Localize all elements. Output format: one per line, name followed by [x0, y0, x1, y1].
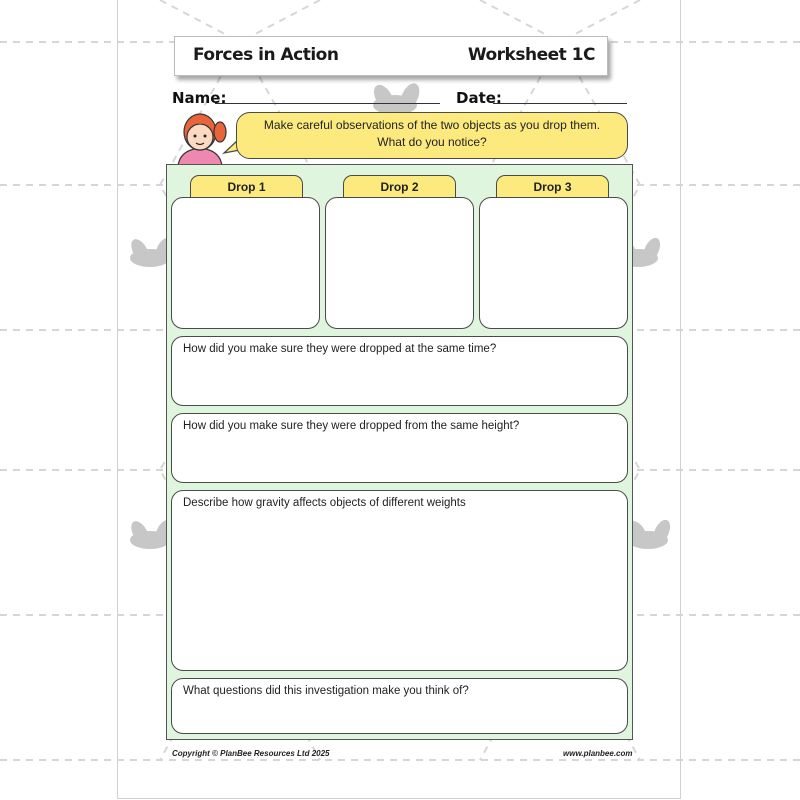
name-label: Name: — [172, 89, 227, 107]
title-bar — [174, 36, 608, 76]
page-title: Forces in Action — [193, 45, 339, 65]
drop-3-box[interactable] — [479, 197, 628, 329]
website-link[interactable]: www.planbee.com — [563, 749, 633, 758]
question-text: How did you make sure they were dropped at the same time? — [183, 343, 497, 355]
worksheet-number: Worksheet 1C — [467, 45, 595, 65]
name-field[interactable] — [215, 103, 440, 104]
question-text: What questions did this investigation make you think of? — [183, 685, 469, 697]
drop-2-box[interactable] — [325, 197, 474, 329]
drop-1-box[interactable] — [171, 197, 320, 329]
drop-3-tab: Drop 3 — [496, 175, 609, 199]
question-further[interactable] — [171, 678, 628, 734]
question-text: Describe how gravity affects objects of different weights — [183, 497, 466, 509]
question-same-time[interactable] — [171, 336, 628, 406]
question-same-height[interactable] — [171, 413, 628, 483]
drop-2-tab: Drop 2 — [343, 175, 456, 199]
date-label: Date: — [456, 89, 502, 107]
girl-avatar-icon — [170, 110, 230, 166]
drop-1-tab: Drop 1 — [190, 175, 303, 199]
question-text: How did you make sure they were dropped from the same height? — [183, 420, 520, 432]
instruction-bubble: Make careful observations of the two objects as you drop them. What do you notice? — [236, 112, 628, 159]
question-gravity[interactable] — [171, 490, 628, 671]
copyright-text: Copyright © PlanBee Resources Ltd 2025 — [172, 749, 330, 758]
date-field[interactable] — [493, 103, 627, 104]
